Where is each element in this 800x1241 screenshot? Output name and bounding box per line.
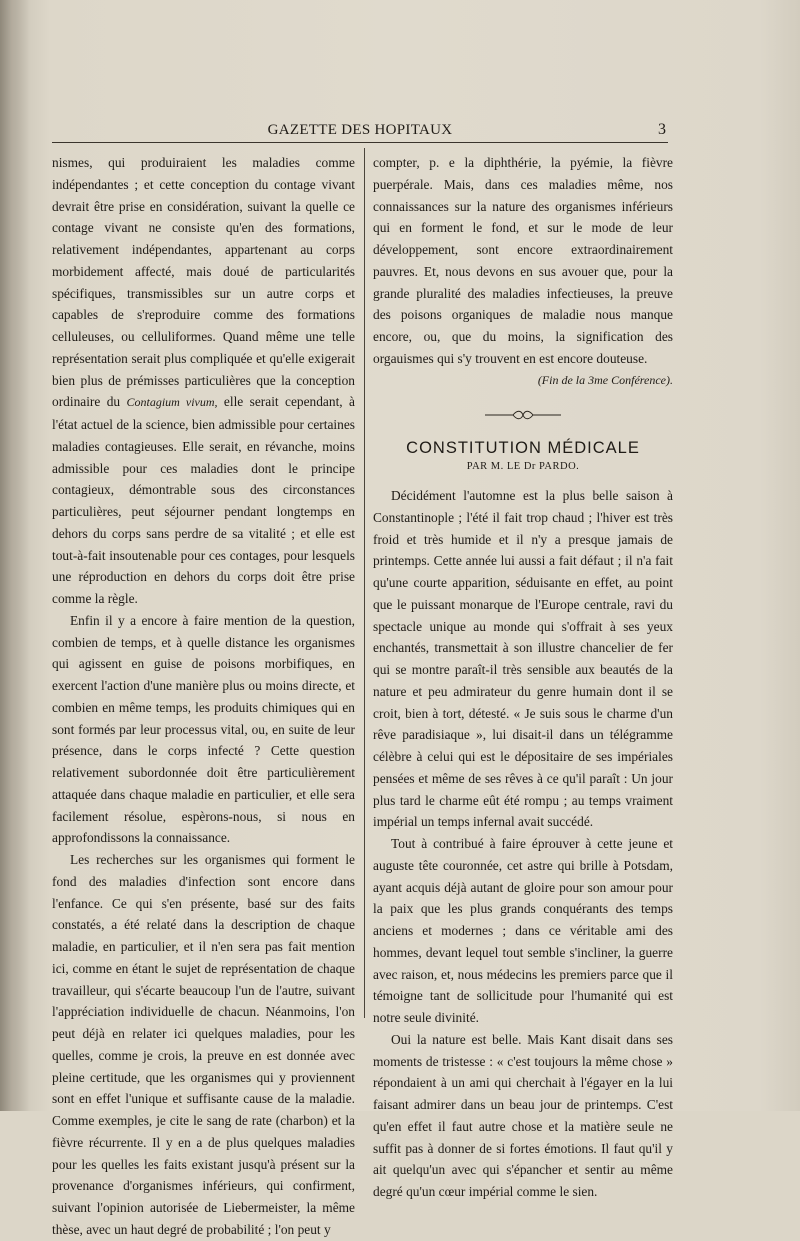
right-paragraph-4: Oui la nature est belle. Mais Kant disait dans ses moments de tristesse : « c'est toujours la même chose » répondaient à un ami qui cherchait à l'égayer en la lui faisant admirer dans un beau jour de printemps. C'est qu'en effet il faut autre chose et la matière seule ne suffit pas à donner de si fortes émotions. Il faut qu'il y ait quelqu'un avec qui s'épancher et sentir au même degré qu'un cœur impérial comme le sien. bbox=[373, 1031, 673, 1199]
page-spine-shadow bbox=[0, 0, 30, 1111]
right-paragraph-1-text: compter, p. e la diphthérie, la pyémie, la fièvre puerpérale. Mais, dans ces maladies même, nos connaissances sur la nature des organismes inférieurs qui en forment le fond, et sur le mode de leur développement, sont encore extraordinairement pauvres. Et, nous devons en sus avouer que, pour la grande pluralité des maladies infectieuses, la preuve des poisons organiques de maladie nous manque encore, ou, que du moins, la signification des orgauismes qui s'y trouvent en est encore douteuse. bbox=[373, 155, 673, 366]
byline: PAR M. LE Dr PARDO. bbox=[466, 461, 580, 472]
left-paragraph-1 bbox=[52, 152, 355, 610]
right-paragraph-3: Tout à contribué à faire éprouver à cette jeune et auguste tête couronnée, cet astre qui brille à Potsdam, ayant acquis déjà autant de gloire pour son amour pour la paix que les plus grands conquérants des temps anciens et modernes ; dans ce véritable ami des hommes, devant lequel tout semble s'incliner, la guerre avec raison, et, nous médecins les premiers parce que il témoigne tant de sollicitude pour l'humanité qui est notre seule divinité. bbox=[373, 836, 673, 1025]
page-header bbox=[52, 120, 668, 143]
column-divider bbox=[364, 148, 365, 1018]
fin-note: (Fin de la 3me Conférence). bbox=[537, 372, 673, 387]
left-column bbox=[52, 152, 355, 1241]
contagium-vivum-italic: Contagium vivum, bbox=[126, 395, 218, 410]
right-column bbox=[373, 152, 673, 1203]
right-paragraph-1 bbox=[373, 152, 673, 391]
left-paragraph-3: Les recherches sur les organismes qui forment le fond des maladies d'infection sont encore dans l'enfance. Ce qui s'en présente, basé sur des faits constatés, a été relaté dans la description de chaque maladie, en particulier, et il n'en sera pas fait mention ici, comme en étant le sujet de représentation de chaque travailleur, qui s'écarte beaucoup l'un de l'autre, suivant l'appréciation individuelle de chacun. Néanmoins, l'on peut déjà en relater ici quelques maladies, pour les quelles, comme je crois, la preuve en est donnée avec pleine certitude, que les organismes qui y proviennent sont en effet l'unique et suffisante cause de la maladie. Comme exemples, je cite le sang de rate (charbon) et la fièvre récurrente. Il y en a de plus quelques maladies pour les quelles les faits existant jusqu'à présent sur la provenance d'organismes inférieurs, qui confirment, suivant l'opinion autorisée de Liebermeister, la même thèse, avec un haut degré de probabilité ; l'on peut y bbox=[52, 852, 355, 1237]
section-title: CONSTITUTION MÉDICALE bbox=[406, 439, 640, 457]
page-number: 3 bbox=[658, 121, 666, 138]
left-paragraph-1-end: elle serait cependant, à l'état actuel de la science, bien admissible pour certaines maladies contagieuses. Elle serait, en révanche, moins admissible pour ces maladies dont le principe contagieux, démontrable sous des circonstances particulières, peut séjourner pendant longtemps en dehors du corps sans perdre de sa vitalité ; et elle est tout-à-fait insoutenable pour ces contages, pour lesquels une réproduction en dehors du corps doit être prise comme la règle. bbox=[52, 394, 355, 606]
left-paragraph-2: Enfin il y a encore à faire mention de la question, combien de temps, et à quelle distance les organismes qui agissent en guise de poisons morbifiques, en exercent l'action d'une manière plus ou moins directe, et combien en même temps, les produits chimiques qui en sont formés par leur processus vital, ou, en suite de leur présence, dans le corps infecté ? Cette question relativement subordonnée doit être particulièrement attaquée dans chaque maladie en particulier, et elle sera facilement résolue, espèrons-nous, si nous en approfondissons la connaissance. bbox=[52, 612, 355, 846]
running-title: GAZETTE DES HOPITAUX bbox=[267, 122, 453, 138]
right-paragraph-2: Décidément l'automne est la plus belle saison à Constantinople ; l'été il fait trop chaud ; l'hiver est très froid et très humide et il n'y a presque jamais de printemps. Cette année lui aussi a fait défaut ; il n'a fait qu'une courte apparition, séduisante en effet, au point que le puissant monarque de l'Europe centrale, ravi du spectacle unique au monde qui s'offrait à ses yeux enchantés, transmettait à son illustre chancelier de fer qui se montre paraît-il très sensible aux beautés de la nature et peu admirateur du genre humain dont il se croit, bien à tort, détesté. « Je suis sous le charme d'un rêve paradisiaque », lui disait-il dans un télégramme célèbre à celui qui est le dépositaire de ses impériales pensées et même de ses rêves à ce qu'il paraît : Un jour plus tard le charme eût été rompu ; au temps vraiment impérial un temps infernal avait succédé. bbox=[373, 488, 673, 830]
left-paragraph-1-text: nismes, qui produiraient les maladies comme indépendantes ; et cette conception du contage vivant devrait être prise en considération, suivant la quelle ce contage vivant ne consiste qu'en des formations, relativement indépendantes, appartenant au corps morbidement affecté, mais doué de particularités spécifiques, transmissibles sur un autre corps et capables de s'reproduire comme des formations celluleuses, ou celluliformes. Quand même une telle représentation serait plus compliquée et qu'elle exigerait bien plus de prémisses particulières que la conception ordinaire du bbox=[52, 155, 355, 410]
decorative-flourish-icon bbox=[373, 405, 673, 427]
